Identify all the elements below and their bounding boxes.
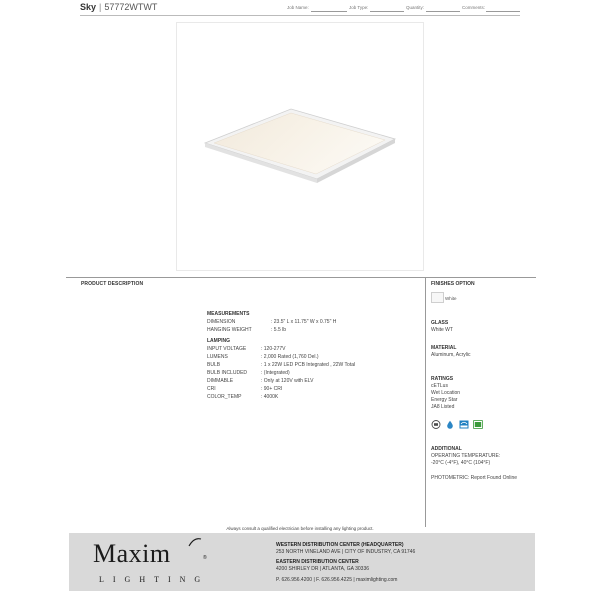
wet-location-icon <box>445 420 455 429</box>
rating-item: JA8 Listed <box>431 404 455 410</box>
lamping-heading: LAMPING <box>207 338 231 344</box>
spec-label-dimension: DIMENSION <box>207 319 236 325</box>
spec-label-cri: CRI <box>207 386 216 392</box>
spec-value-color-temp: : 4000K <box>261 394 279 400</box>
product-title <box>80 2 157 12</box>
spec-value-cri: : 90+ CRI <box>261 386 283 392</box>
model-number: 57772WTWT <box>104 2 158 12</box>
glass-value: White WT <box>431 327 453 333</box>
panel-light-illustration <box>177 23 423 270</box>
logo-registered: ® <box>203 555 207 561</box>
logo-swoosh-icon <box>188 536 202 548</box>
finishes-heading: FINISHES OPTION <box>431 281 475 287</box>
ja8-icon <box>473 420 483 429</box>
logo-lighting: LIGHTING <box>99 575 210 584</box>
spec-label-hanging-weight: HANGING WEIGHT <box>207 327 252 333</box>
spec-label-dimmable: DIMMABLE <box>207 378 234 384</box>
contact-info[interactable]: P. 626.956.4200 | F. 626.956.4225 | maximlighting.com <box>276 577 398 583</box>
job-type-label: Job Type: <box>349 5 369 10</box>
spec-label-input-voltage: INPUT VOLTAGE <box>207 346 247 352</box>
product-description-heading: PRODUCT DESCRIPTION <box>81 281 144 287</box>
rating-item: cETLus <box>431 383 448 389</box>
finish-swatch-white[interactable] <box>431 292 444 303</box>
operating-temperature-value: -20°C (-4°F), 40°C (104°F) <box>431 460 491 466</box>
spec-label-bulb-included: BULB INCLUDED <box>207 370 248 376</box>
header-rule <box>80 15 520 16</box>
spec-value-hanging-weight: : 5.5 lb <box>271 327 287 333</box>
disclaimer: Always consult a qualified electrician before installing any lighting product. <box>226 526 374 531</box>
title-separator: | <box>99 2 102 12</box>
job-type-field[interactable] <box>370 11 404 12</box>
glass-heading: GLASS <box>431 320 449 326</box>
photometric-link[interactable]: PHOTOMETRIC: Report Found Online <box>431 475 518 481</box>
spec-value-bulb: : 1 x 22W LED PCB Integrated , 22W Total <box>261 362 356 368</box>
west-center-address: 253 NORTH VINELAND AVE | CITY OF INDUSTRY, CA 91746 <box>276 549 416 555</box>
comments-field[interactable] <box>486 11 520 12</box>
spec-label-lumens: LUMENS <box>207 354 228 360</box>
operating-temperature-label: OPERATING TEMPERATURE: <box>431 453 501 459</box>
ratings-heading: RATINGS <box>431 376 454 382</box>
maxim-logo: Maxim <box>93 539 171 568</box>
rating-item: Energy Star <box>431 397 458 403</box>
material-value: Aluminum, Acrylic <box>431 352 471 358</box>
finish-swatch-label: White <box>445 296 457 301</box>
section-divider <box>66 277 536 278</box>
spec-value-input-voltage: : 120-277V <box>261 346 286 352</box>
spec-value-bulb-included: : (Integrated) <box>261 370 290 376</box>
spec-label-color-temp: COLOR_TEMP <box>207 394 242 400</box>
quantity-label: Quantity: <box>406 5 425 10</box>
quantity-field[interactable] <box>426 11 460 12</box>
footer-bar <box>69 533 535 591</box>
job-name-field[interactable] <box>311 11 347 12</box>
column-divider <box>425 277 426 527</box>
rating-item: Wet Location <box>431 390 461 396</box>
additional-heading: ADDITIONAL <box>431 446 462 452</box>
spec-value-dimmable: : Only at 120V with ELV <box>261 378 314 384</box>
product-photo <box>176 22 424 271</box>
comments-label: Comments: <box>462 5 486 10</box>
spec-value-dimension: : 23.5" L x 11.75" W x 0.75" H <box>271 319 337 325</box>
spec-value-lumens: : 2,000 Rated (1,760 Del.) <box>261 354 319 360</box>
etl-listed-icon <box>431 420 441 429</box>
material-heading: MATERIAL <box>431 345 457 351</box>
east-center-address: 4200 SHIRLEY DR | ATLANTA, GA 30336 <box>276 566 370 572</box>
east-center-title: EASTERN DISTRIBUTION CENTER <box>276 559 359 565</box>
measurements-heading: MEASUREMENTS <box>207 311 250 317</box>
job-name-label: Job Name: <box>287 5 309 10</box>
spec-label-bulb: BULB <box>207 362 221 368</box>
energy-star-icon <box>459 420 469 429</box>
west-center-title: WESTERN DISTRIBUTION CENTER (HEADQUARTER) <box>276 542 404 548</box>
product-name: Sky <box>80 2 97 12</box>
